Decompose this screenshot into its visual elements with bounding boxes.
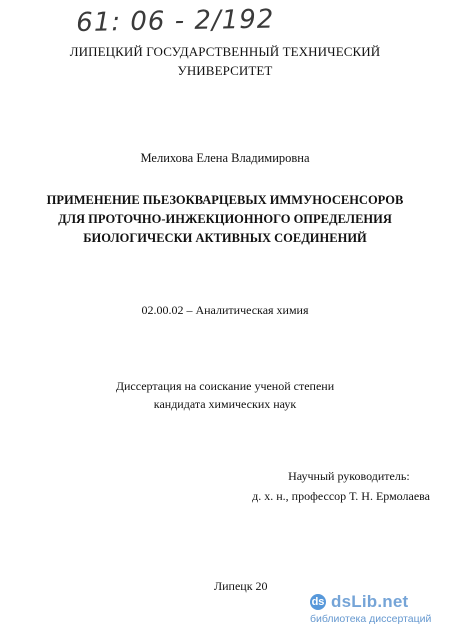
degree-line-1: Диссертация на соискание ученой степени — [115, 379, 335, 393]
title-line-2: ДЛЯ ПРОТОЧНО-ИНЖЕКЦИОННОГО ОПРЕДЕЛЕНИЯ — [58, 212, 392, 226]
supervisor-label: Научный руководитель: — [288, 469, 410, 483]
degree-line-2: кандидата химических наук — [153, 397, 297, 411]
watermark-tagline: библиотека диссертаций — [310, 613, 432, 625]
institution-line-2: УНИВЕРСИТЕТ — [177, 63, 273, 78]
dissertation-title — [0, 191, 450, 248]
dslib-logo-icon: ds — [311, 596, 325, 608]
handwritten-catalog-code: 61: 06 - 2/192 — [76, 4, 275, 38]
institution-line-1: ЛИПЕЦКИЙ ГОСУДАРСТВЕННЫЙ ТЕХНИЧЕСКИЙ — [69, 44, 381, 59]
dslib-watermark[interactable] — [310, 590, 446, 634]
supervisor-name: д. х. н., профессор Т. Н. Ермолаева — [252, 489, 430, 503]
degree-statement — [0, 377, 450, 413]
author-name: Мелихова Елена Владимировна — [140, 151, 310, 165]
watermark-brand — [310, 592, 408, 612]
specialty-code: 02.00.02 – Аналитическая химия — [141, 303, 309, 317]
title-line-3: БИОЛОГИЧЕСКИ АКТИВНЫХ СОЕДИНЕНИЙ — [83, 231, 367, 245]
title-line-1: ПРИМЕНЕНИЕ ПЬЕЗОКВАРЦЕВЫХ ИММУНОСЕНСОРОВ — [46, 193, 404, 207]
watermark-brand-text: dsLib.net — [331, 592, 409, 611]
supervisor-block — [252, 466, 430, 506]
institution-name — [0, 42, 450, 80]
city-year: Липецк 20 — [214, 579, 268, 593]
